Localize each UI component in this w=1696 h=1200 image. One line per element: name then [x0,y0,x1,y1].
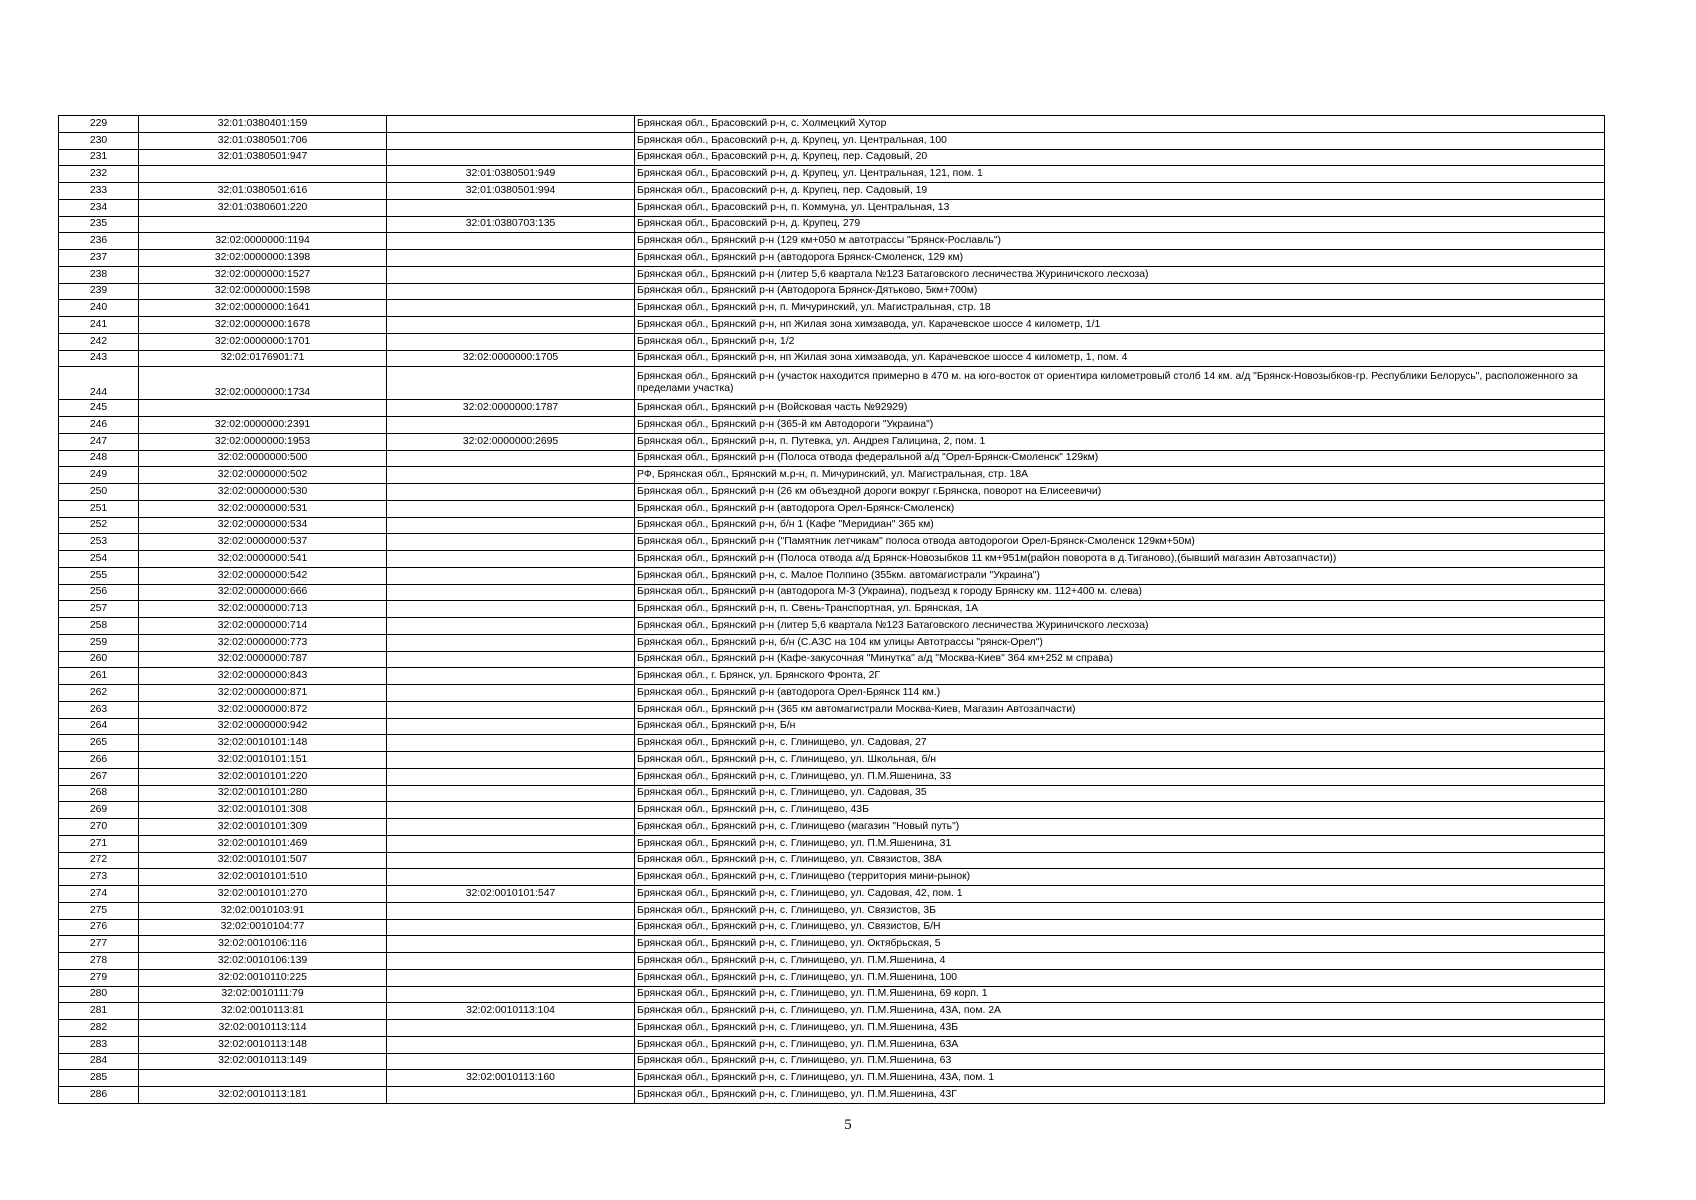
row-number-cell: 264 [59,718,139,735]
cadastral-number-cell: 32:02:0010113:81 [139,1003,387,1020]
related-cadastral-number-cell [387,969,635,986]
address-cell: Брянская обл., Брянский р-н, с. Глинищево, ул. П.М.Яшенина, 4 [635,953,1605,970]
address-cell: Брянская обл., Брянский р-н, нп Жилая зона химзавода, ул. Карачевское шоссе 4 километр, 1/1 [635,317,1605,334]
related-cadastral-number-cell [387,584,635,601]
cadastral-number-cell: 32:02:0000000:531 [139,500,387,517]
cadastral-number-cell: 32:02:0010113:149 [139,1053,387,1070]
related-cadastral-number-cell [387,300,635,317]
table-row [59,433,1605,450]
cadastral-number-cell [139,166,387,183]
row-number-cell: 243 [59,350,139,367]
row-number-cell: 260 [59,651,139,668]
table-row [59,350,1605,367]
table-row [59,886,1605,903]
related-cadastral-number-cell [387,367,635,400]
related-cadastral-number-cell [387,785,635,802]
related-cadastral-number-cell [387,417,635,434]
table-row [59,467,1605,484]
related-cadastral-number-cell: 32:02:0000000:2695 [387,433,635,450]
cadastral-number-cell: 32:02:0010101:220 [139,768,387,785]
related-cadastral-number-cell: 32:02:0000000:1787 [387,400,635,417]
address-cell: Брянская обл., Брянский р-н, с. Глинищево, 43Б [635,802,1605,819]
cadastral-number-cell: 32:02:0010113:181 [139,1087,387,1104]
row-number-cell: 276 [59,919,139,936]
related-cadastral-number-cell: 32:01:0380501:994 [387,183,635,200]
table-row [59,869,1605,886]
address-cell: Брянская обл., Брянский р-н, с. Глинищево, ул. П.М.Яшенина, 43Б [635,1020,1605,1037]
address-cell: Брянская обл., Брянский р-н (365-й км Автодороги "Украина") [635,417,1605,434]
address-cell: Брянская обл., Брянский р-н, с. Глинищево, ул. Садовая, 27 [635,735,1605,752]
address-cell: Брянская обл., Брянский р-н, с. Глинищево, ул. Школьная, б/н [635,752,1605,769]
address-cell: Брянская обл., Брянский р-н ("Памятник летчикам" полоса отвода автодорогои Орел-Брянск-Смоленск 129км+50м) [635,534,1605,551]
address-cell: Брянская обл., Брянский р-н (автодорога М-3 (Украина), подъезд к городу Брянску км. 112+400 м. слева) [635,584,1605,601]
table-row [59,986,1605,1003]
address-cell: Брянская обл., Брянский р-н, 1/2 [635,333,1605,350]
address-cell: Брянская обл., Брянский р-н, с. Глинищево, ул. Связистов, Б/Н [635,919,1605,936]
table-row [59,116,1605,133]
cadastral-number-cell: 32:02:0000000:1398 [139,250,387,267]
row-number-cell: 257 [59,601,139,618]
row-number-cell: 266 [59,752,139,769]
table-row [59,819,1605,836]
row-number-cell: 247 [59,433,139,450]
table-row [59,601,1605,618]
address-cell: Брянская обл., Брянский р-н, с. Глинищево, ул. Садовая, 35 [635,785,1605,802]
related-cadastral-number-cell [387,735,635,752]
related-cadastral-number-cell [387,149,635,166]
cadastral-number-cell: 32:02:0000000:1953 [139,433,387,450]
related-cadastral-number-cell [387,701,635,718]
table-row [59,902,1605,919]
address-cell: Брянская обл., Брянский р-н (автодорога Орел-Брянск 114 км.) [635,685,1605,702]
related-cadastral-number-cell [387,869,635,886]
address-cell: Брянская обл., Брянский р-н (Полоса отвода а/д Брянск-Новозыбков 11 км+951м(район поворота в д.Тиганово),(бывший магазин Автозапчасти)) [635,551,1605,568]
row-number-cell: 249 [59,467,139,484]
cadastral-number-cell: 32:02:0010113:148 [139,1036,387,1053]
related-cadastral-number-cell [387,567,635,584]
row-number-cell: 262 [59,685,139,702]
cadastral-number-cell: 32:02:0000000:1734 [139,367,387,400]
related-cadastral-number-cell [387,768,635,785]
cadastral-number-cell: 32:02:0000000:843 [139,668,387,685]
address-cell: Брянская обл., Брянский р-н, с. Глинищево, ул. Октябрьская, 5 [635,936,1605,953]
address-cell: Брянская обл., Брянский р-н, п. Мичуринский, ул. Магистральная, стр. 18 [635,300,1605,317]
cadastral-number-cell: 32:02:0000000:666 [139,584,387,601]
address-cell: Брянская обл., Брянский р-н, с. Глинищево (магазин "Новый путь") [635,819,1605,836]
table-row [59,1087,1605,1104]
address-cell: Брянская обл., Брянский р-н, с. Глинищево (территория мини-рынок) [635,869,1605,886]
cadastral-number-cell: 32:02:0010101:280 [139,785,387,802]
row-number-cell: 283 [59,1036,139,1053]
address-cell: Брянская обл., Брасовский р-н, д. Крупец, 279 [635,216,1605,233]
row-number-cell: 285 [59,1070,139,1087]
row-number-cell: 281 [59,1003,139,1020]
cadastral-number-cell: 32:02:0000000:871 [139,685,387,702]
table-row [59,584,1605,601]
related-cadastral-number-cell [387,852,635,869]
related-cadastral-number-cell [387,534,635,551]
related-cadastral-number-cell: 32:01:0380703:135 [387,216,635,233]
address-cell: Брянская обл., Брянский р-н (автодорога Брянск-Смоленск, 129 км) [635,250,1605,267]
cadastral-number-cell: 32:02:0010101:270 [139,886,387,903]
cadastral-number-cell: 32:02:0000000:534 [139,517,387,534]
row-number-cell: 267 [59,768,139,785]
property-register-table [58,115,1605,1104]
cadastral-number-cell: 32:02:0010106:116 [139,936,387,953]
address-cell: Брянская обл., Брасовский р-н, д. Крупец, пер. Садовый, 19 [635,183,1605,200]
row-number-cell: 255 [59,567,139,584]
table-row [59,919,1605,936]
address-cell: Брянская обл., Брянский р-н (Войсковая часть №92929) [635,400,1605,417]
address-cell: Брянская обл., Брянский р-н, б/н 1 (Кафе "Меридиан" 365 км) [635,517,1605,534]
row-number-cell: 242 [59,333,139,350]
related-cadastral-number-cell: 32:01:0380501:949 [387,166,635,183]
related-cadastral-number-cell [387,500,635,517]
cadastral-number-cell: 32:02:0000000:2391 [139,417,387,434]
row-number-cell: 278 [59,953,139,970]
related-cadastral-number-cell [387,668,635,685]
cadastral-number-cell: 32:01:0380601:220 [139,199,387,216]
related-cadastral-number-cell [387,902,635,919]
address-cell: РФ, Брянская обл., Брянский м.р-н, п. Мичуринский, ул. Магистральная, стр. 18А [635,467,1605,484]
related-cadastral-number-cell [387,484,635,501]
cadastral-number-cell: 32:02:0010101:469 [139,835,387,852]
row-number-cell: 251 [59,500,139,517]
address-cell: Брянская обл., Брянский р-н, с. Глинищево, ул. П.М.Яшенина, 43А, пом. 1 [635,1070,1605,1087]
related-cadastral-number-cell [387,835,635,852]
related-cadastral-number-cell [387,601,635,618]
table-row [59,936,1605,953]
table-row [59,500,1605,517]
related-cadastral-number-cell [387,618,635,635]
row-number-cell: 274 [59,886,139,903]
cadastral-number-cell: 32:02:0000000:1598 [139,283,387,300]
table-row [59,450,1605,467]
address-cell: Брянская обл., Брасовский р-н, д. Крупец, ул. Центральная, 121, пом. 1 [635,166,1605,183]
address-cell: Брянская обл., Брасовский р-н, д. Крупец, пер. Садовый, 20 [635,149,1605,166]
row-number-cell: 271 [59,835,139,852]
related-cadastral-number-cell [387,752,635,769]
cadastral-number-cell: 32:02:0000000:773 [139,634,387,651]
table-row [59,551,1605,568]
related-cadastral-number-cell [387,919,635,936]
row-number-cell: 279 [59,969,139,986]
related-cadastral-number-cell [387,685,635,702]
row-number-cell: 286 [59,1087,139,1104]
related-cadastral-number-cell [387,517,635,534]
table-row [59,852,1605,869]
related-cadastral-number-cell: 32:02:0010101:547 [387,886,635,903]
cadastral-number-cell: 32:02:0000000:1701 [139,333,387,350]
table-row [59,634,1605,651]
table-row [59,534,1605,551]
related-cadastral-number-cell: 32:02:0000000:1705 [387,350,635,367]
address-cell: Брянская обл., Брянский р-н (Кафе-закусочная "Минутка" а/д "Москва-Киев" 364 км+252 м справа) [635,651,1605,668]
table-row [59,1036,1605,1053]
row-number-cell: 270 [59,819,139,836]
related-cadastral-number-cell [387,283,635,300]
row-number-cell: 280 [59,986,139,1003]
cadastral-number-cell: 32:01:0380501:706 [139,132,387,149]
cadastral-number-cell: 32:02:0000000:713 [139,601,387,618]
row-number-cell: 268 [59,785,139,802]
row-number-cell: 275 [59,902,139,919]
related-cadastral-number-cell [387,986,635,1003]
row-number-cell: 230 [59,132,139,149]
related-cadastral-number-cell [387,819,635,836]
table-row [59,718,1605,735]
related-cadastral-number-cell [387,467,635,484]
cadastral-number-cell: 32:02:0010101:308 [139,802,387,819]
table-row [59,317,1605,334]
address-cell: Брянская обл., Брянский р-н, с. Глинищево, ул. П.М.Яшенина, 69 корп. 1 [635,986,1605,1003]
address-cell: Брянская обл., Брянский р-н, б/н (С.АЗС на 104 км улицы Автотрассы "рянск-Орел") [635,634,1605,651]
table-row [59,567,1605,584]
table-row [59,785,1605,802]
table-row [59,969,1605,986]
row-number-cell: 239 [59,283,139,300]
row-number-cell: 233 [59,183,139,200]
related-cadastral-number-cell [387,250,635,267]
table-row [59,266,1605,283]
table-row [59,517,1605,534]
cadastral-number-cell: 32:02:0010104:77 [139,919,387,936]
table-row [59,283,1605,300]
table-row [59,1003,1605,1020]
table-row [59,166,1605,183]
cadastral-number-cell: 32:02:0000000:787 [139,651,387,668]
address-cell: Брянская обл., Брянский р-н (литер 5,6 квартала №123 Батаговского лесничества Журиничского лесхоза) [635,266,1605,283]
row-number-cell: 250 [59,484,139,501]
row-number-cell: 282 [59,1020,139,1037]
cadastral-number-cell: 32:02:0000000:537 [139,534,387,551]
cadastral-number-cell: 32:02:0000000:542 [139,567,387,584]
related-cadastral-number-cell [387,132,635,149]
address-cell: Брянская обл., Брянский р-н, п. Путевка, ул. Андрея Галицина, 2, пом. 1 [635,433,1605,450]
address-cell: Брянская обл., Брянский р-н (Полоса отвода федеральной а/д "Орел-Брянск-Смоленск" 129км) [635,450,1605,467]
cadastral-number-cell: 32:02:0000000:500 [139,450,387,467]
row-number-cell: 229 [59,116,139,133]
related-cadastral-number-cell [387,551,635,568]
cadastral-number-cell: 32:02:0176901:71 [139,350,387,367]
table-row [59,199,1605,216]
address-cell: Брянская обл., Брянский р-н, п. Свень-Транспортная, ул. Брянская, 1А [635,601,1605,618]
cadastral-number-cell [139,216,387,233]
row-number-cell: 252 [59,517,139,534]
table-row [59,685,1605,702]
related-cadastral-number-cell [387,199,635,216]
table-row [59,132,1605,149]
row-number-cell: 269 [59,802,139,819]
address-cell: Брянская обл., Брянский р-н, с. Глинищево, ул. Связистов, 38А [635,852,1605,869]
related-cadastral-number-cell [387,634,635,651]
related-cadastral-number-cell [387,450,635,467]
table-row [59,233,1605,250]
cadastral-number-cell [139,400,387,417]
table-row [59,1070,1605,1087]
cadastral-number-cell: 32:02:0000000:872 [139,701,387,718]
cadastral-number-cell [139,1070,387,1087]
cadastral-number-cell: 32:02:0010101:309 [139,819,387,836]
related-cadastral-number-cell [387,936,635,953]
related-cadastral-number-cell [387,1036,635,1053]
address-cell: Брянская обл., Брянский р-н, с. Глинищево, ул. П.М.Яшенина, 31 [635,835,1605,852]
related-cadastral-number-cell: 32:02:0010113:104 [387,1003,635,1020]
related-cadastral-number-cell: 32:02:0010113:160 [387,1070,635,1087]
related-cadastral-number-cell [387,1087,635,1104]
row-number-cell: 272 [59,852,139,869]
cadastral-number-cell: 32:02:0000000:1194 [139,233,387,250]
row-number-cell: 263 [59,701,139,718]
row-number-cell: 235 [59,216,139,233]
cadastral-number-cell: 32:02:0000000:1527 [139,266,387,283]
address-cell: Брянская обл., Брянский р-н (литер 5,6 квартала №123 Батаговского лесничества Журиничского лесхоза) [635,618,1605,635]
table-row [59,701,1605,718]
related-cadastral-number-cell [387,651,635,668]
row-number-cell: 284 [59,1053,139,1070]
related-cadastral-number-cell [387,1053,635,1070]
row-number-cell: 237 [59,250,139,267]
related-cadastral-number-cell [387,953,635,970]
related-cadastral-number-cell [387,718,635,735]
table-row [59,183,1605,200]
row-number-cell: 234 [59,199,139,216]
cadastral-number-cell: 32:02:0010101:510 [139,869,387,886]
page-number: 5 [844,1117,852,1133]
table-row [59,367,1605,400]
row-number-cell: 248 [59,450,139,467]
cadastral-number-cell: 32:02:0000000:502 [139,467,387,484]
row-number-cell: 259 [59,634,139,651]
cadastral-number-cell: 32:02:0000000:530 [139,484,387,501]
cadastral-number-cell: 32:01:0380501:616 [139,183,387,200]
table-row [59,1053,1605,1070]
address-cell: Брянская обл., Брянский р-н, с. Глинищево, ул. П.М.Яшенина, 100 [635,969,1605,986]
address-cell: Брянская обл., Брянский р-н (26 км объездной дороги вокруг г.Брянска, поворот на Елисеевичи) [635,484,1605,501]
related-cadastral-number-cell [387,802,635,819]
address-cell: Брянская обл., Брасовский р-н, д. Крупец, ул. Центральная, 100 [635,132,1605,149]
row-number-cell: 236 [59,233,139,250]
related-cadastral-number-cell [387,233,635,250]
row-number-cell: 258 [59,618,139,635]
table-row [59,835,1605,852]
table-row [59,618,1605,635]
cadastral-number-cell: 32:02:0010106:139 [139,953,387,970]
row-number-cell: 232 [59,166,139,183]
table-row [59,651,1605,668]
row-number-cell: 265 [59,735,139,752]
table-row [59,149,1605,166]
table-row [59,250,1605,267]
cadastral-number-cell: 32:02:0010103:91 [139,902,387,919]
cadastral-number-cell: 32:01:0380401:159 [139,116,387,133]
address-cell: Брянская обл., Брянский р-н, нп Жилая зона химзавода, ул. Карачевское шоссе 4 километр, 1, пом. 4 [635,350,1605,367]
address-cell: Брянская обл., г. Брянск, ул. Брянского Фронта, 2Г [635,668,1605,685]
address-cell: Брянская обл., Брянский р-н, с. Глинищево, ул. П.М.Яшенина, 63А [635,1036,1605,1053]
cadastral-number-cell: 32:02:0010110:225 [139,969,387,986]
table-row [59,752,1605,769]
related-cadastral-number-cell [387,317,635,334]
address-cell: Брянская обл., Брянский р-н (129 км+050 м автотрассы "Брянск-Рославль") [635,233,1605,250]
address-cell: Брянская обл., Брянский р-н (автодорога Орел-Брянск-Смоленск) [635,500,1605,517]
cadastral-number-cell: 32:02:0000000:1641 [139,300,387,317]
row-number-cell: 254 [59,551,139,568]
table-row [59,668,1605,685]
cadastral-number-cell: 32:02:0010113:114 [139,1020,387,1037]
table-row [59,802,1605,819]
cadastral-number-cell: 32:02:0000000:714 [139,618,387,635]
cadastral-number-cell: 32:02:0000000:541 [139,551,387,568]
table-row [59,953,1605,970]
cadastral-number-cell: 32:01:0380501:947 [139,149,387,166]
related-cadastral-number-cell [387,116,635,133]
row-number-cell: 256 [59,584,139,601]
address-cell: Брянская обл., Брянский р-н (365 км автомагистрали Москва-Киев, Магазин Автозапчасти) [635,701,1605,718]
row-number-cell: 238 [59,266,139,283]
row-number-cell: 244 [59,367,139,400]
row-number-cell: 241 [59,317,139,334]
row-number-cell: 273 [59,869,139,886]
address-cell: Брянская обл., Брянский р-н, с. Глинищево, ул. Связистов, 3Б [635,902,1605,919]
table-row [59,1020,1605,1037]
address-cell: Брянская обл., Брянский р-н, с. Малое Полпино (355км. автомагистрали "Украина") [635,567,1605,584]
address-cell: Брянская обл., Брянский р-н (участок находится примерно в 470 м. на юго-восток от ориентира километровый столб 14 км. а/д "Брянск-Новозыбков-гр. Республики Белорусь", расположенного за пределами участка) [635,367,1605,400]
table-row [59,333,1605,350]
cadastral-number-cell: 32:02:0010111:79 [139,986,387,1003]
row-number-cell: 245 [59,400,139,417]
related-cadastral-number-cell [387,333,635,350]
address-cell: Брянская обл., Брасовский р-н, с. Холмецкий Хутор [635,116,1605,133]
table-row [59,735,1605,752]
table-row [59,216,1605,233]
table-row [59,484,1605,501]
cadastral-number-cell: 32:02:0010101:148 [139,735,387,752]
row-number-cell: 240 [59,300,139,317]
row-number-cell: 261 [59,668,139,685]
address-cell: Брянская обл., Брянский р-н, с. Глинищево, ул. Садовая, 42, пом. 1 [635,886,1605,903]
row-number-cell: 246 [59,417,139,434]
address-cell: Брянская обл., Брянский р-н, Б/н [635,718,1605,735]
table-row [59,400,1605,417]
row-number-cell: 277 [59,936,139,953]
cadastral-number-cell: 32:02:0010101:507 [139,852,387,869]
address-cell: Брянская обл., Брянский р-н, с. Глинищево, ул. П.М.Яшенина, 63 [635,1053,1605,1070]
table-row [59,300,1605,317]
table-row [59,768,1605,785]
cadastral-number-cell: 32:02:0000000:1678 [139,317,387,334]
table-row [59,417,1605,434]
address-cell: Брянская обл., Брасовский р-н, п. Коммуна, ул. Центральная, 13 [635,199,1605,216]
address-cell: Брянская обл., Брянский р-н, с. Глинищево, ул. П.М.Яшенина, 43А, пом. 2А [635,1003,1605,1020]
register-table-body [59,116,1605,1104]
cadastral-number-cell: 32:02:0000000:942 [139,718,387,735]
related-cadastral-number-cell [387,266,635,283]
cadastral-number-cell: 32:02:0010101:151 [139,752,387,769]
address-cell: Брянская обл., Брянский р-н, с. Глинищево, ул. П.М.Яшенина, 33 [635,768,1605,785]
row-number-cell: 231 [59,149,139,166]
address-cell: Брянская обл., Брянский р-н (Автодорога Брянск-Дятьково, 5км+700м) [635,283,1605,300]
address-cell: Брянская обл., Брянский р-н, с. Глинищево, ул. П.М.Яшенина, 43Г [635,1087,1605,1104]
related-cadastral-number-cell [387,1020,635,1037]
row-number-cell: 253 [59,534,139,551]
